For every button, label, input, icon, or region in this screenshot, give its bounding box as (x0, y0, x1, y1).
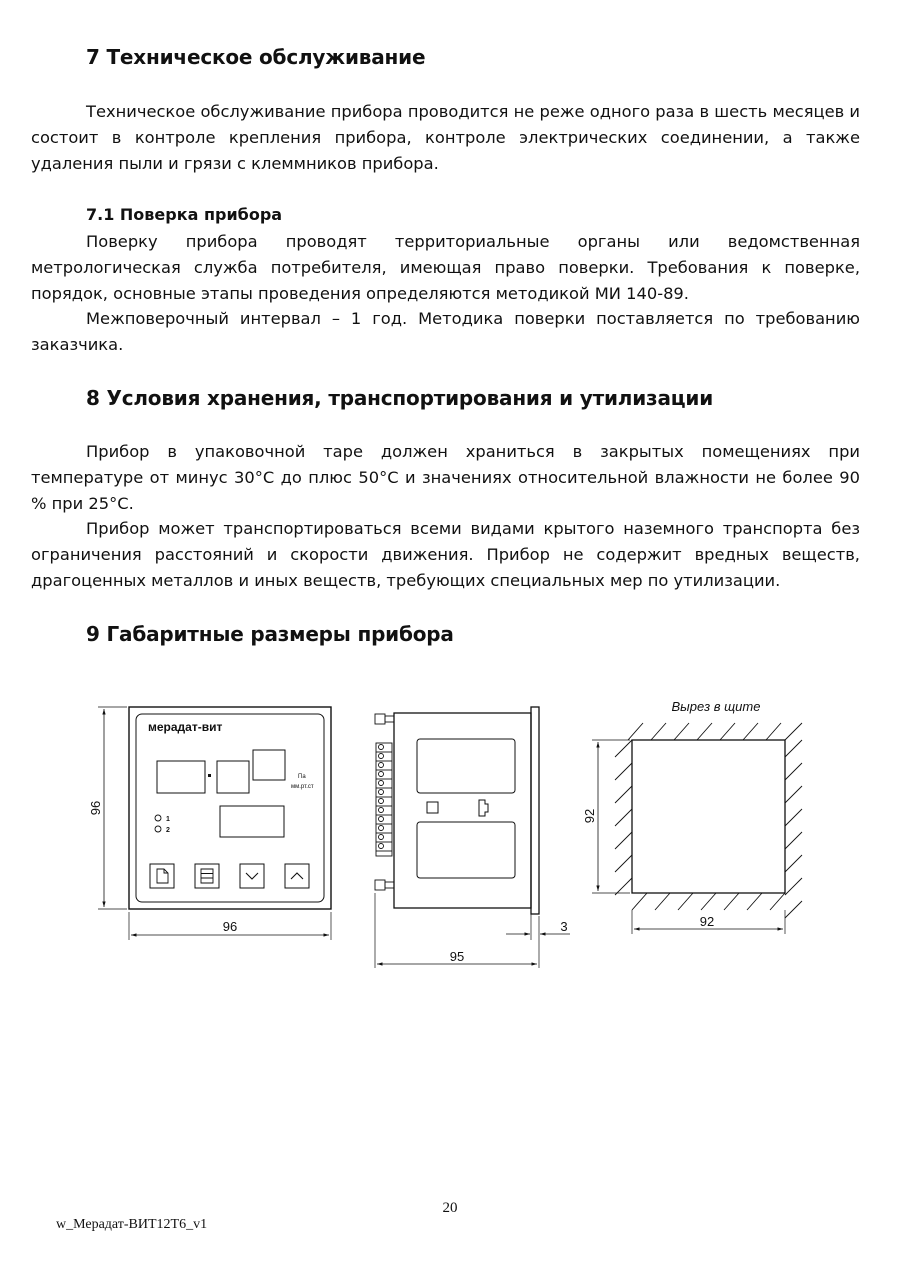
display-small (217, 761, 249, 793)
front-width-label: 96 (222, 919, 238, 934)
document-id: w_Мерадат-ВИТ12Т6_v1 (56, 1217, 208, 1232)
side-label-upper (417, 739, 515, 793)
brand-label: мерадат-вит (148, 720, 223, 734)
terminal-block (375, 714, 394, 890)
decimal-point (208, 774, 211, 777)
display-main (157, 761, 205, 793)
down-button (240, 864, 264, 888)
chevron-down-icon (246, 873, 258, 879)
display-secondary (220, 806, 284, 837)
side-connector-icon (479, 800, 488, 816)
side-depth-label: 95 (449, 949, 465, 964)
side-label-lower (417, 822, 515, 878)
section-7-1-title: 7.1 Поверка прибора (86, 205, 283, 224)
unit-label-pa: Па (298, 774, 306, 780)
page-number: 20 (442, 1200, 458, 1216)
section-8-paragraph-2: Прибор может транспортироваться всеми видами крытого наземного транспорта без ограничения расстояний и скорости движения. Прибор не содержит вредных веществ, драгоценных металлов и иных веществ, требующих специальных мер по утилизации. (31, 519, 860, 590)
document-icon (157, 869, 168, 883)
cutout-view (582, 699, 802, 934)
menu-button (195, 864, 219, 888)
section-9-title: 9 Габаритные размеры прибора (86, 622, 454, 646)
section-7-1-paragraph-2: Межповерочный интервал – 1 год. Методика поверки поставляется по требованию заказчика. (31, 309, 860, 354)
cutout-height-label: 92 (582, 808, 597, 824)
front-panel-outline (129, 707, 331, 909)
front-height-label: 96 (88, 800, 103, 816)
led-1-icon (155, 815, 161, 821)
led-2-icon (155, 826, 161, 832)
up-button (285, 864, 309, 888)
led-2-label: 2 (166, 827, 170, 834)
section-7-title: 7 Техническое обслуживание (86, 45, 426, 69)
cutout-width-label: 92 (699, 914, 715, 929)
chevron-up-icon (291, 873, 303, 879)
cutout-label: Вырез в щите (671, 699, 761, 714)
section-7-paragraph: Техническое обслуживание прибора проводится не реже одного раза в шесть месяцев и состоит в контроле крепления прибора, контроле электрических соединении, а также удаления пыли и грязи с клеммников прибора. (31, 102, 860, 173)
side-small-square (427, 802, 438, 813)
side-flange (531, 707, 539, 914)
section-8-title: 8 Условия хранения, транспортирования и утилизации (86, 386, 714, 410)
menu-icon (201, 869, 213, 883)
front-view (88, 707, 331, 940)
side-housing (394, 713, 531, 908)
side-flange-label: 3 (560, 919, 568, 934)
section-7-1-paragraph-1: Поверку прибора проводят территориальные органы или ведомственная метрологическая служба потребителя, имеющая право поверки. Требования к поверке, порядок, основные этапы проведения определяются методикой МИ 140-89. (31, 232, 860, 303)
side-view (375, 707, 570, 968)
page-button (150, 864, 174, 888)
display-unit (253, 750, 285, 780)
section-8-paragraph-1: Прибор в упаковочной таре должен храниться в закрытых помещениях при температуре от минус 30°С до плюс 50°С и значениях относительной влажности не более 90 % при 25°С. (31, 442, 860, 513)
led-1-label: 1 (166, 816, 170, 823)
unit-label-mmhg: мм.рт.ст (291, 784, 314, 790)
cutout-rectangle (632, 740, 785, 893)
